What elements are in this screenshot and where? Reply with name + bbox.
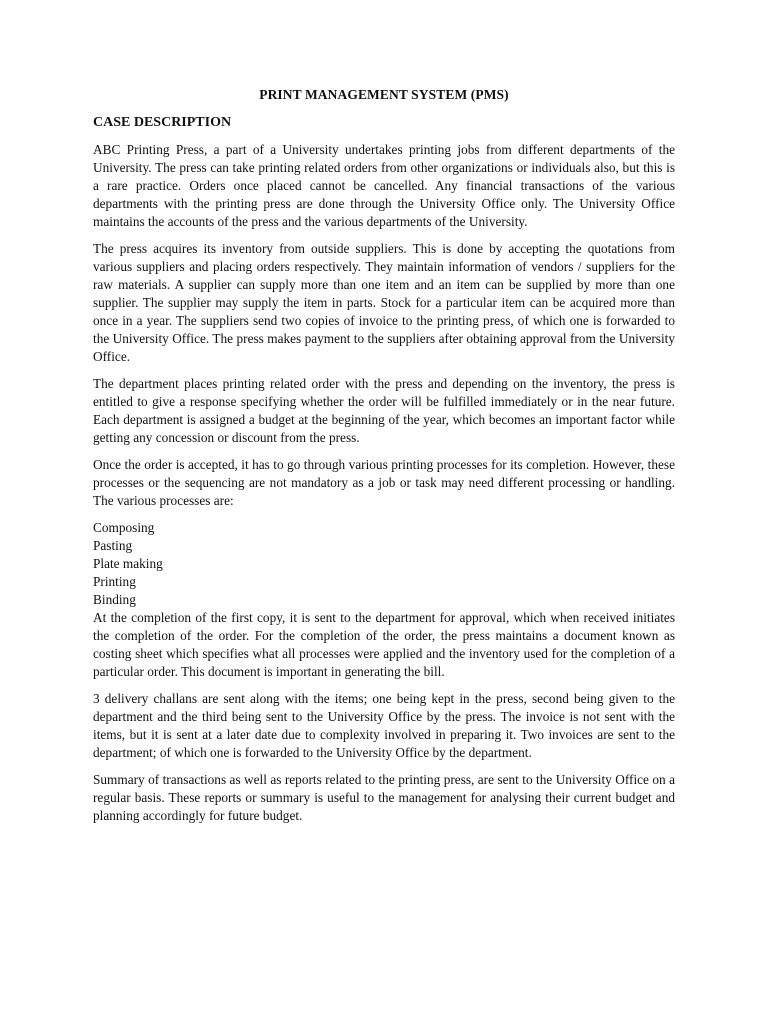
list-item: Composing: [93, 520, 155, 535]
document-title: PRINT MANAGEMENT SYSTEM (PMS): [259, 87, 509, 102]
list-item: Printing: [93, 574, 136, 589]
paragraph-processes-intro: Once the order is accepted, it has to go through various printing processes for its completion. However, these processes or the sequencing are not mandatory as a job or task may need different processing or handling. The various processes are:: [93, 457, 675, 508]
paragraph-orders: The department places printing related order with the press and depending on the inventory, the press is entitled to give a response specifying whether the order will be fulfilled immediately or in the near future. Each department is assigned a budget at the beginning of the year, which becomes an important factor while getting any concession or discount from the press.: [93, 376, 675, 445]
process-list: [93, 519, 675, 609]
paragraph-inventory: The press acquires its inventory from outside suppliers. This is done by accepting the quotations from various suppliers and placing orders respectively. They maintain information of vendors / suppliers for the raw materials. A supplier can supply more than one item and an item can be supplied by more than one supplier. The supplier may supply the item in parts. Stock for a particular item can be acquired more than once in a year. The suppliers send two copies of invoice to the printing press, of which one is forwarded to the University Office. The press makes payment to the suppliers after obtaining approval from the University Office.: [93, 241, 675, 364]
paragraph-summary: Summary of transactions as well as reports related to the printing press, are sent to the University Office on a regular basis. These reports or summary is useful to the management for analysing their current budget and planning accordingly for future budget.: [93, 772, 675, 823]
section-heading: CASE DESCRIPTION: [93, 115, 232, 130]
paragraph-delivery: 3 delivery challans are sent along with the items; one being kept in the press, second being given to the department and the third being sent to the University Office by the press. The invoice is not sent with the items, but it is sent at a later date due to complexity involved in preparing it. Two invoices are sent to the department; of which one is forwarded to the University Office by the department.: [93, 691, 675, 760]
document-page: [93, 86, 675, 834]
list-item: Binding: [93, 592, 136, 607]
paragraph-approval: At the completion of the first copy, it is sent to the department for approval, which when received initiates the completion of the order. For the completion of the order, the press maintains a document known as costing sheet which specifies what all processes were applied and the inventory used for the completion of a particular order. This document is important in generating the bill.: [93, 610, 675, 679]
paragraph-intro: ABC Printing Press, a part of a University undertakes printing jobs from different departments of the University. The press can take printing related orders from other organizations or individuals also, but this is a rare practice. Orders once placed cannot be cancelled. Any financial transactions of the various departments with the printing press are done through the University Office only. The University Office maintains the accounts of the press and the various departments of the University.: [93, 142, 675, 229]
list-item: Pasting: [93, 538, 133, 553]
list-item: Plate making: [93, 556, 163, 571]
